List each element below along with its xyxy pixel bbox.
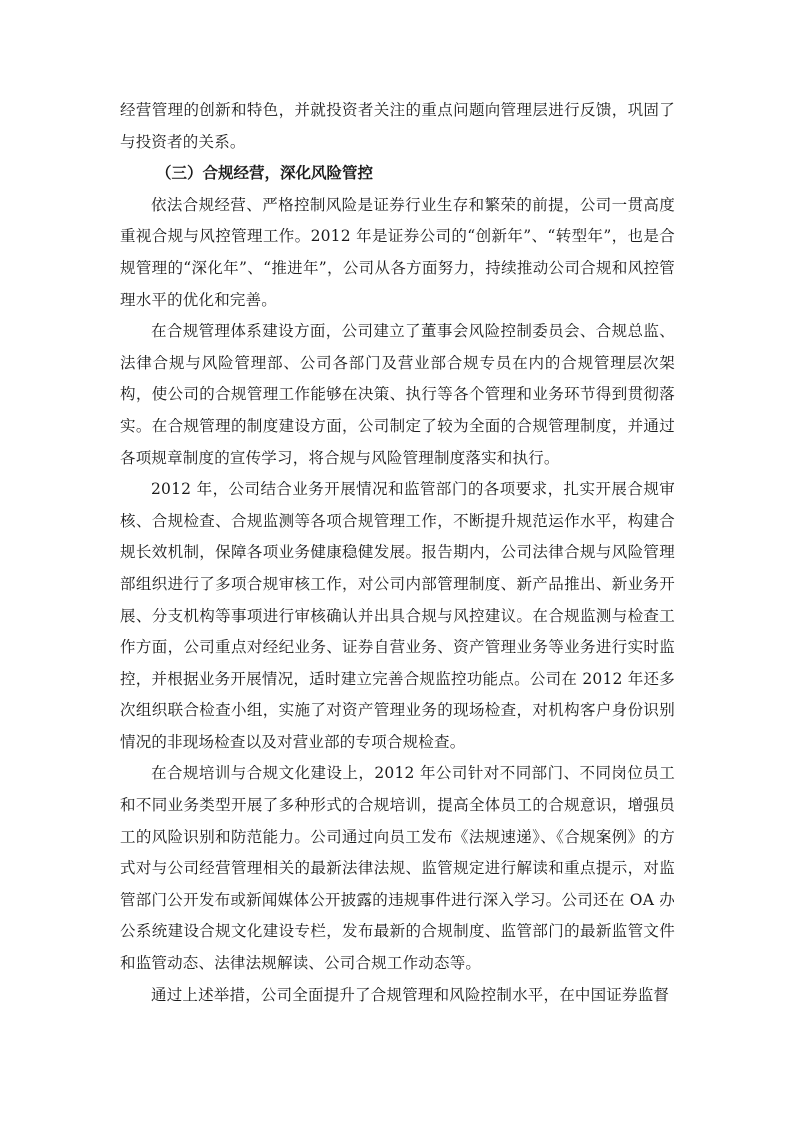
paragraph-training-culture: 在合规培训与合规文化建设上，2012 年公司针对不同部门、不同岗位员工和不同业务类型开展了多种形式的合规培训，提高全体员工的合规意识，增强员工的风险识别和防范能力。公司通过向员工发布《法规速递》、《合规案例》的方式对与公司经营管理相关的最新法律法规、监管规定进行解读和重点提示，对监管部门公开发布或新闻媒体公开披露的违规事件进行深入学习。公司还在 OA 办公系统建设合规文化建设专栏，发布最新的合规制度、监管部门的最新监管文件和监管动态、法律法规解读、公司合规工作动态等。 <box>120 764 675 973</box>
paragraph-conclusion: 通过上述举措，公司全面提升了合规管理和风险控制水平，在中国证券监督 <box>151 985 670 1004</box>
document-page <box>120 95 675 1011</box>
paragraph-intro: 依法合规经营、严格控制风险是证券行业生存和繁荣的前提，公司一贯高度重视合规与风控管理工作。2012 年是证券公司的“创新年”、“转型年”，也是合规管理的“深化年”、“推进年”，公司从各方面努力，持续推动公司合规和风控管理水平的优化和完善。 <box>120 195 675 309</box>
paragraph-2012-work: 2012 年，公司结合业务开展情况和监管部门的各项要求，扎实开展合规审核、合规检查、合规监测等各项合规管理工作，不断提升规范运作水平，构建合规长效机制，保障各项业务健康稳健发展。报告期内，公司法律合规与风险管理部组织进行了多项合规审核工作，对公司内部管理制度、新产品推出、新业务开展、分支机构等事项进行审核确认并出具合规与风控建议。在合规监测与检查工作方面，公司重点对经纪业务、证券自营业务、资产管理业务等业务进行实时监控，并根据业务开展情况，适时建立完善合规监控功能点。公司在 2012 年还多次组织联合检查小组，实施了对资产管理业务的现场检查，对机构客户身份识别情况的非现场检查以及对营业部的专项合规检查。 <box>120 480 675 751</box>
section-heading: （三）合规经营，深化风险管控 <box>156 164 374 183</box>
continuation-paragraph: 经营管理的创新和特色，并就投资者关注的重点问题向管理层进行反馈，巩固了与投资者的关系。 <box>120 101 675 151</box>
paragraph-system-building: 在合规管理体系建设方面，公司建立了董事会风险控制委员会、合规总监、法律合规与风险管理部、公司各部门及营业部合规专员在内的合规管理层次架构，使公司的合规管理工作能够在决策、执行等各个管理和业务环节得到贯彻落实。在合规管理的制度建设方面，公司制定了较为全面的合规管理制度，并通过各项规章制度的宣传学习，将合规与风险管理制度落实和执行。 <box>120 322 675 467</box>
